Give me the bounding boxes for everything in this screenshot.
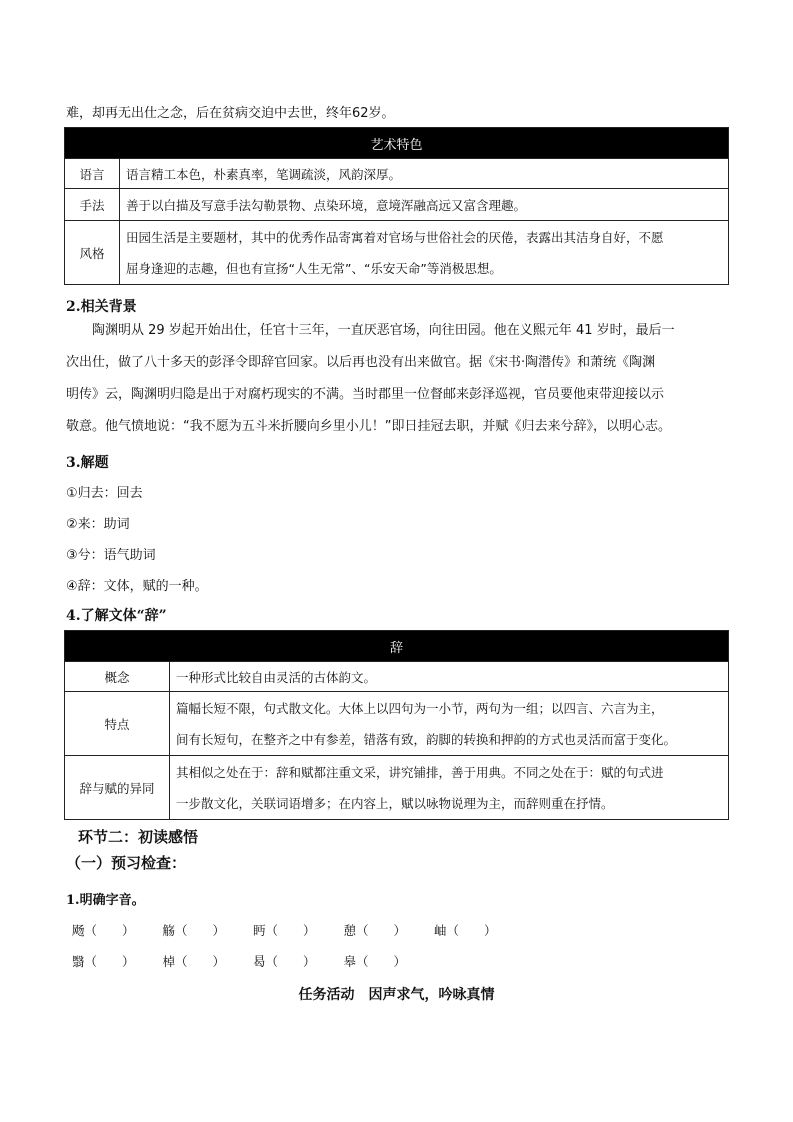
pinyin-row — [72, 921, 521, 939]
para-line: 陶渊明从 29 岁起开始出仕，任官十三年，一直厌恶官场，向往田园。他在义熙元年 41 岁时，最后一 — [92, 323, 675, 338]
pinyin-blank[interactable]: 翳（ ） — [72, 954, 135, 969]
art-features-table — [64, 127, 729, 285]
pinyin-blank[interactable]: 眄（ ） — [253, 923, 316, 938]
content-line: 一步散文化，关联词语增多；在内容上，赋以咏物说理为主，而辞则重在抒情。 — [176, 795, 614, 811]
background-heading: 2.相关背景 — [66, 299, 137, 315]
row-content: 善于以白描及写意手法勾勒景物、点染环境，意境浑融高远又富含理趣。 — [120, 189, 729, 221]
table-row — [65, 159, 729, 189]
content-line: 屈身逢迎的志趣，但也有宣扬“人生无常”、“乐安天命”等消极思想。 — [126, 260, 502, 276]
content-line: 田园生活是主要题材，其中的优秀作品寄寓着对官场与世俗社会的厌倦，表露出其洁身自好，不愿 — [126, 229, 664, 245]
para-line: 明传》云，陶渊明归隐是出于对腐朽现实的不满。当时郡里一位督邮来彭泽巡视，官员要他束带迎接以示 — [66, 387, 665, 402]
pinyin-blank[interactable]: 皋（ ） — [343, 954, 407, 969]
content-line: 其相似之处在于：辞和赋都注重文采，讲究铺排，善于用典。不同之处在于：赋的句式进 — [176, 764, 664, 780]
content-line: 篇幅长短不限，句式散文化。大体上以四句为一小节，两句为一组；以四言、六言为主， — [176, 700, 664, 716]
table-header: 艺术特色 — [65, 128, 729, 159]
para-line: 次出仕，做了八十多天的彭泽令即辞官回家。以后再也没有出来做官。据《宋书·陶潜传》和萧统《陶渊 — [66, 355, 656, 370]
pinyin-blank[interactable]: 棹（ ） — [162, 954, 226, 969]
list-item: ④辞：文体，赋的一种。 — [66, 579, 208, 594]
pinyin-blank[interactable]: 岫（ ） — [434, 923, 497, 938]
ci-heading: 4.了解文体“辞” — [66, 608, 167, 624]
pinyin-blank[interactable]: 憩（ ） — [343, 923, 407, 938]
intro-line: 难，却再无出仕之念，后在贫病交迫中去世，终年62岁。 — [66, 106, 395, 121]
content-line: 间有长短句，在整齐之中有参差，错落有致，韵脚的转换和押韵的方式也灵活而富于变化。 — [176, 731, 677, 747]
para-line: 敬意。他气愤地说：“我不愿为五斗米折腰向乡里小儿！”即日挂冠去职，并赋《归去来兮辞》，以明心志。 — [66, 419, 671, 434]
row-label: 语言 — [65, 159, 120, 189]
pinyin-blank[interactable]: 觞（ ） — [162, 923, 226, 938]
row-label: 手法 — [65, 189, 120, 221]
ci-genre-table — [64, 630, 729, 820]
pinyin-blank[interactable]: 飏（ ） — [72, 923, 135, 938]
table-row — [65, 221, 729, 285]
pinyin-blank[interactable]: 曷（ ） — [253, 954, 316, 969]
title-explain-heading: 3.解题 — [66, 455, 109, 471]
table-row — [65, 692, 729, 756]
section-subtitle: （一）预习检查： — [66, 854, 187, 872]
pinyin-row — [72, 952, 430, 970]
row-content — [170, 692, 729, 756]
row-label: 概念 — [65, 662, 170, 692]
row-content — [120, 221, 729, 285]
row-label: 风格 — [65, 221, 120, 285]
row-label: 辞与赋的异同 — [65, 756, 170, 820]
list-item: ③兮：语气助词 — [66, 548, 156, 563]
table-row — [65, 662, 729, 692]
list-item: ②来：助词 — [66, 517, 130, 532]
background-paragraph — [66, 315, 726, 443]
row-content — [170, 756, 729, 820]
row-label: 特点 — [65, 692, 170, 756]
row-content: 语言精工本色，朴素真率，笔调疏淡，风韵深厚。 — [120, 159, 729, 189]
table-header: 辞 — [65, 631, 729, 662]
table-row — [65, 756, 729, 820]
task-title: 任务活动 因声求气，吟咏真情 — [298, 987, 495, 1003]
section-title: 环节二：初读感悟 — [78, 828, 199, 846]
list-item: ①归去：回去 — [66, 486, 143, 501]
pinyin-heading: 1.明确字音。 — [66, 893, 145, 908]
row-content: 一种形式比较自由灵活的古体韵文。 — [170, 662, 729, 692]
table-row — [65, 189, 729, 221]
